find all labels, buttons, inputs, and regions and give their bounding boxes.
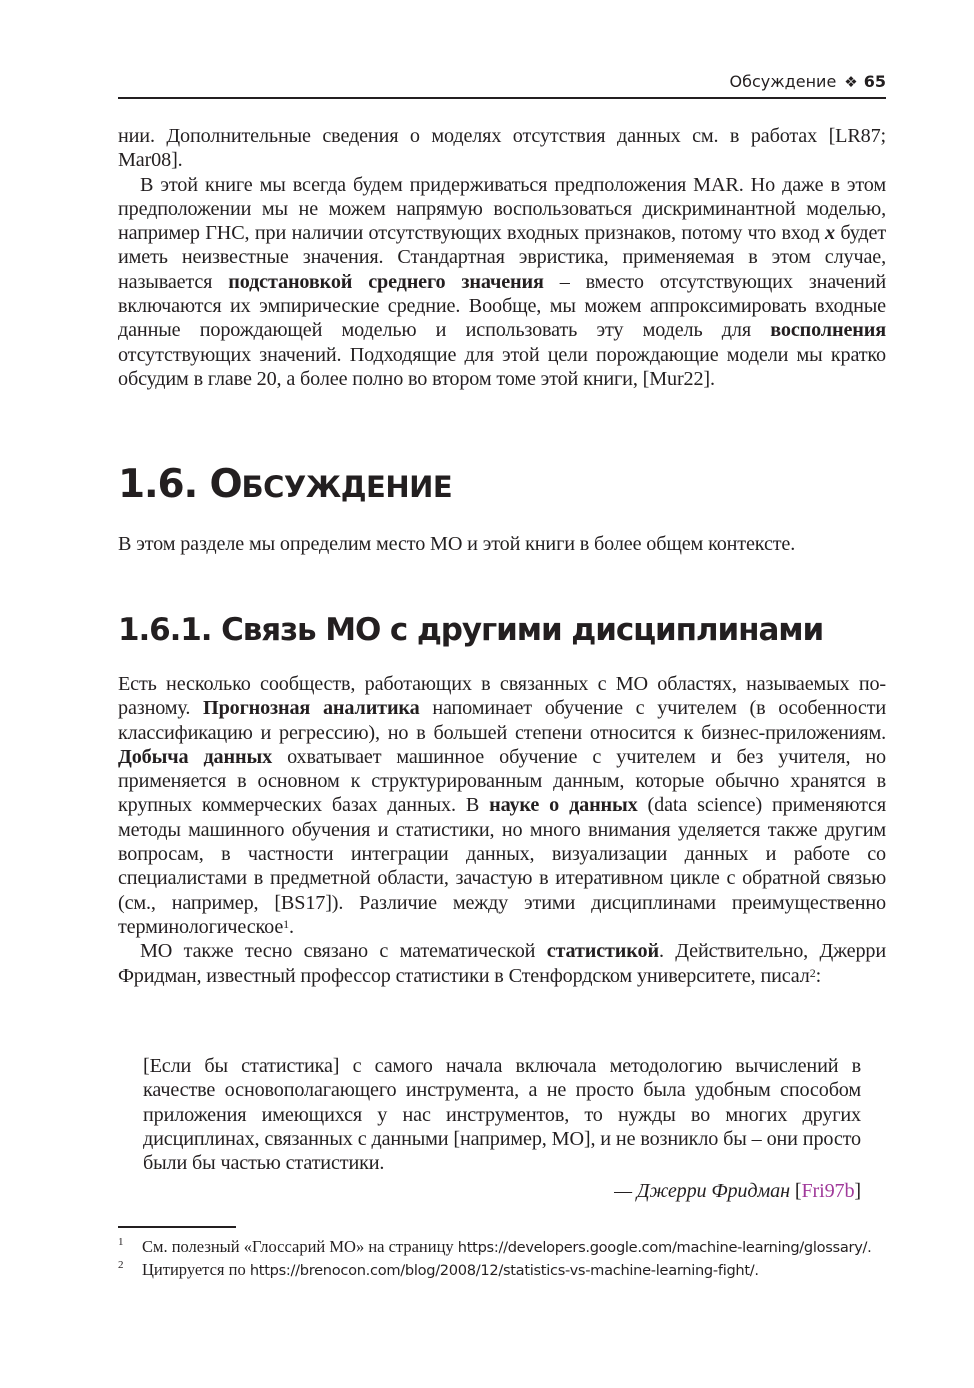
fleuron-icon: ❖ xyxy=(844,73,858,91)
block-quote xyxy=(143,1054,861,1204)
term-bold: подстановкой среднего значения xyxy=(228,270,544,293)
section-heading: 1.6. ОБСУЖДЕНИЕ xyxy=(118,462,453,507)
footnote-url[interactable]: https://brenocon.com/blog/2008/12/statistics-vs-machine-learning-fight/. xyxy=(249,1261,759,1279)
citation-link[interactable]: Fri97b xyxy=(801,1180,855,1203)
subsection-body xyxy=(118,672,886,988)
intro-paragraphs xyxy=(118,124,886,391)
term-bold: Прогнозная аналитика xyxy=(203,697,420,720)
term-bold: восполнения xyxy=(770,319,886,342)
quote-text: [Если бы статистика] с самого начала включала методологию вычислений в качестве основополагающего инструмента, а не просто была удобным способом приложения имеющихся у нас инструментов, то нужды во многих других дисциплинах, связанных с данными [например, МО], и не возникло бы – они просто были бы частью статистики. xyxy=(143,1055,861,1175)
paragraph: В этом разделе мы определим место МО и этой книги в более общем контексте. xyxy=(118,533,796,555)
term-bold: Добыча данных xyxy=(118,745,273,768)
running-head-title: Обсуждение xyxy=(729,72,837,91)
footnote-ref[interactable]: 1 xyxy=(283,916,289,931)
page-number: 65 xyxy=(863,72,886,91)
math-variable: x xyxy=(824,222,835,245)
footnote-number: 1 xyxy=(118,1236,124,1248)
paragraph: нии. Дополнительные сведения о моделях отсутствия данных см. в работах [LR87; Mar08]. xyxy=(118,125,886,172)
header-rule xyxy=(118,97,886,99)
subsection-heading: 1.6.1. Связь МО с другими дисциплинами xyxy=(118,612,824,648)
quote-attribution: — Джерри Фридман [Fri97b] xyxy=(614,1180,861,1203)
term-bold: статистикой xyxy=(546,940,659,963)
running-head xyxy=(730,72,886,91)
footnote: 1 См. полезный «Глоссарий МО» на страницу https://developers.google.com/machine-learning/glossary/. xyxy=(118,1236,886,1259)
footnote-ref[interactable]: 2 xyxy=(809,965,816,980)
footnote: 2 Цитируется по https://brenocon.com/blog/2008/12/statistics-vs-machine-learning-fight/. xyxy=(118,1259,886,1282)
paragraph: МО также тесно связано с математической статистикой. Действительно, Джерри Фридман, известный профессор статистики в Стенфордском университете, писал$^2$: xyxy=(118,940,886,987)
footnote-url[interactable]: https://developers.google.com/machine-learning/glossary/. xyxy=(457,1239,872,1256)
footnotes xyxy=(118,1236,886,1281)
paragraph: Есть несколько сообществ, работающих в связанных с МО областях, называемых по-разному. Прогнозная аналитика напоминает обучение с учителем (в особенности классификацию и регрессию), но в большей степени относится к бизнес-приложениям. Добыча данных охватывает машинное обучение с учителем и без учителя, но применяется в основном к структурированным данным, которые обычно хранятся в крупных коммерческих базах данных. В науке о данных (data science) применяются методы машинного обучения и статистики, но много внимания уделяется также другим вопросам, в частности интеграции данных, визуализации данных и работе со специалистами в предметной области, зачастую в итеративном цикле с обратной связью (см., например, [BS17]). Различие между этими дисциплинами преимущественно терминологическое$^1$. xyxy=(118,673,887,938)
term-bold: науке о данных xyxy=(489,794,638,817)
footnote-rule xyxy=(118,1226,236,1228)
paragraph: В этой книге мы всегда будем придерживаться предположения MAR. Но даже в этом предположении мы не можем напрямую воспользоваться дискриминантной моделью, например ГНС, при наличии отсутствующих входных признаков, потому что вход x будет иметь неизвестные значения. Стандартная эвристика, применяемая в этом случае, называется подстановкой среднего значения – вместо отсутствующих значений включаются их эмпирические средние. Вообще, мы можем аппроксимировать входные данные порождающей моделью и использовать эту модель для восполнения отсутствующих значений. Подходящие для этой цели порождающие модели мы кратко обсудим в главе 20, а более полно во втором томе этой книги, [Mur22]. xyxy=(118,173,886,390)
footnote-number: 2 xyxy=(118,1258,124,1271)
section-intro xyxy=(118,532,886,556)
